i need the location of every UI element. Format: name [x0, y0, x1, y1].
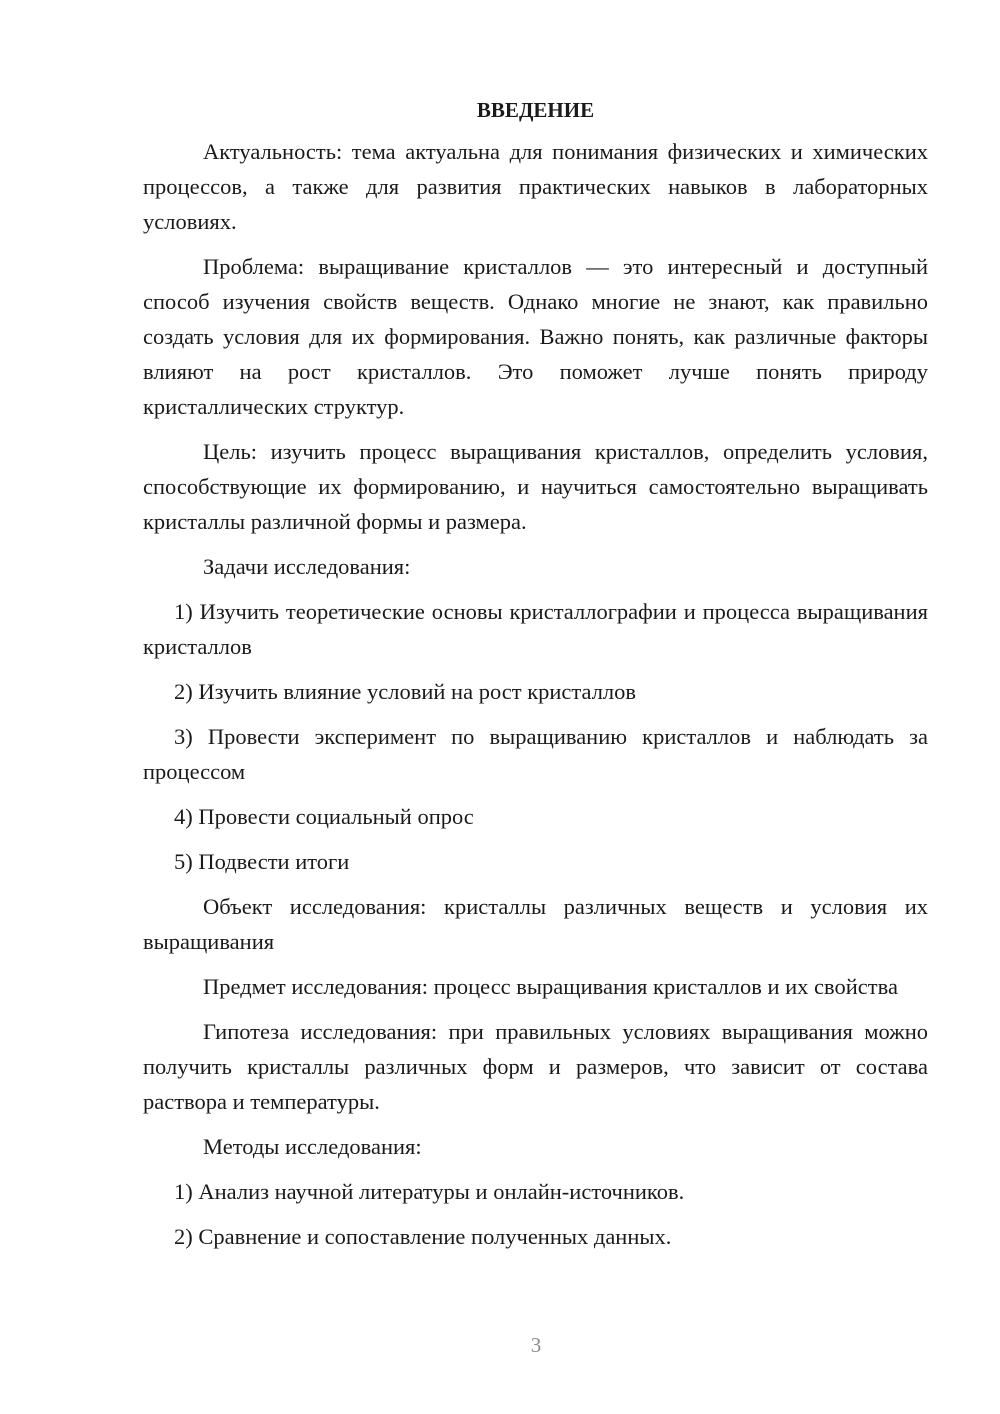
problem-paragraph: Проблема: выращивание кристаллов — это интересный и доступный способ изучения свойств веществ. Однако многие не знают, как правильно создать условия для их формирования. Важно понять, как различные факторы влияют на рост кристаллов. Это поможет лучше понять природу кристаллических структур. [143, 254, 928, 419]
section-title: ВВЕДЕНИЕ [476, 98, 595, 122]
task-item: 2) Изучить влияние условий на рост кристаллов [174, 679, 637, 704]
task-item: 1) Изучить теоретические основы кристаллографии и процесса выращивания кристаллов [143, 599, 928, 659]
document-page [143, 95, 928, 1264]
relevance-paragraph: Актуальность: тема актуальна для понимания физических и химических процессов, а также для развития практических навыков в лабораторных условиях. [143, 139, 928, 234]
object-paragraph: Объект исследования: кристаллы различных веществ и условия их выращивания [143, 894, 928, 954]
page-number: 3 [530, 1333, 542, 1357]
methods-heading: Методы исследования: [203, 1134, 422, 1159]
hypothesis-paragraph: Гипотеза исследования: при правильных условиях выращивания можно получить кристаллы различных форм и размеров, что зависит от состава раствора и температуры. [143, 1019, 928, 1114]
subject-paragraph: Предмет исследования: процесс выращивания кристаллов и их свойства [203, 974, 898, 999]
tasks-heading: Задачи исследования: [203, 554, 411, 579]
method-item: 1) Анализ научной литературы и онлайн-источников. [174, 1179, 685, 1204]
task-item: 3) Провести эксперимент по выращиванию кристаллов и наблюдать за процессом [143, 724, 928, 784]
goal-paragraph: Цель: изучить процесс выращивания кристаллов, определить условия, способствующие их формированию, и научиться самостоятельно выращивать кристаллы различной формы и размера. [143, 439, 928, 534]
task-item: 4) Провести социальный опрос [174, 804, 474, 829]
task-item: 5) Подвести итоги [174, 849, 350, 874]
method-item: 2) Сравнение и сопоставление полученных данных. [174, 1224, 672, 1249]
